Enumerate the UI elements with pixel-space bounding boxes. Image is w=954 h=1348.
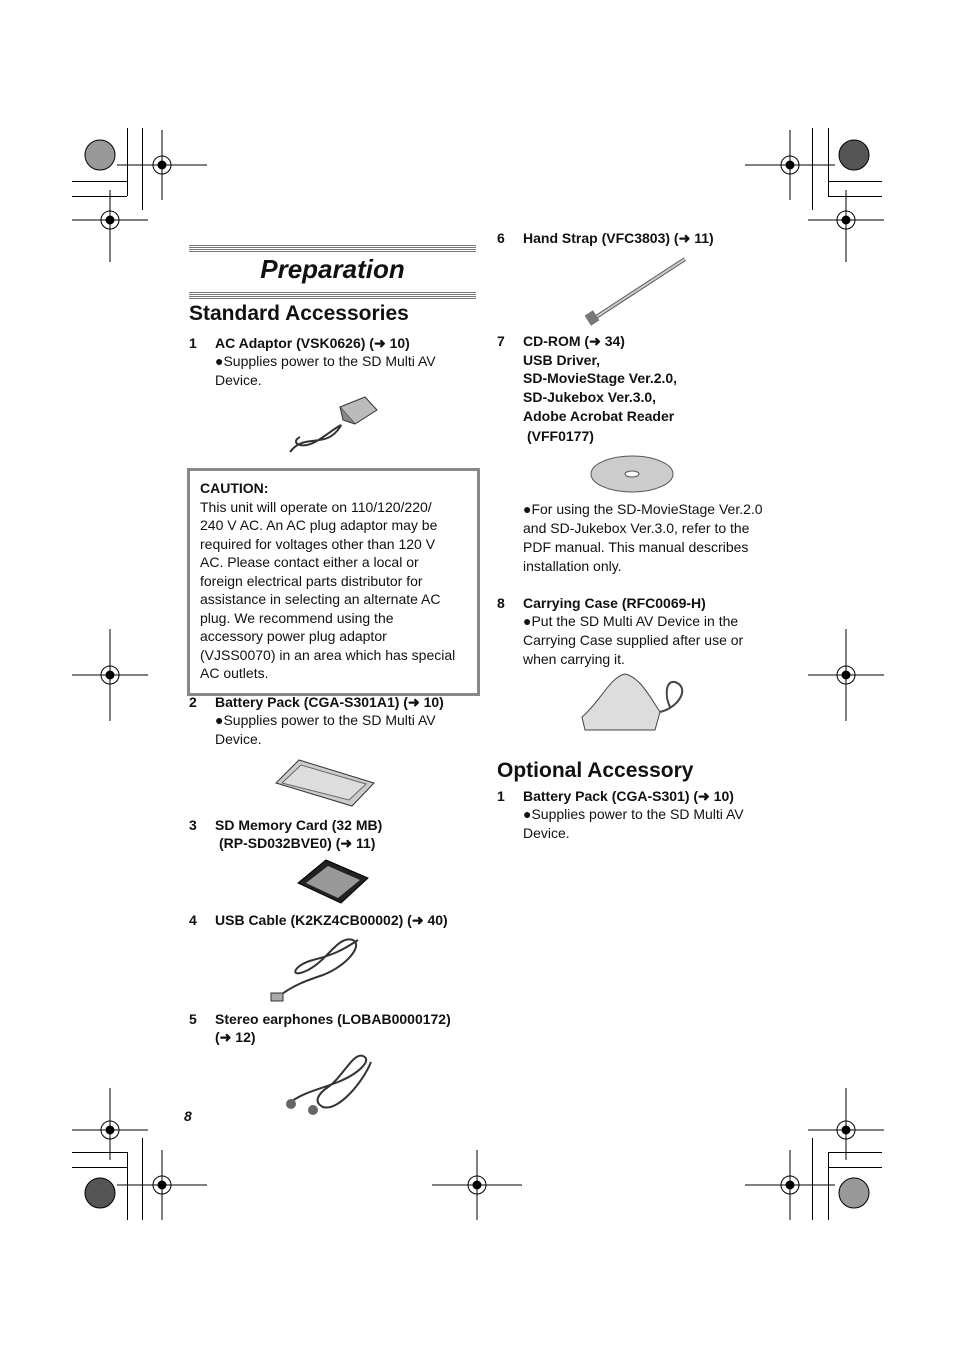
item-bullet: ●Put the SD Multi AV Device in the Carrying Case supplied after use or when carrying it. (523, 613, 744, 667)
item-bullet: ●Supplies power to the SD Multi AV Device. (215, 712, 436, 747)
title-rule-top (189, 245, 476, 252)
item-number: 8 (497, 595, 505, 611)
item-bullet: ●Supplies power to the SD Multi AV Device. (523, 806, 744, 841)
item-bullet: ●Supplies power to the SD Multi AV Device. (215, 353, 436, 388)
cd-rom-image (589, 454, 675, 494)
item-number: 5 (189, 1011, 197, 1027)
item-title-cont: (VFF0177) (527, 428, 594, 444)
item-title: AC Adaptor (VSK0626) (➜ 10) (215, 335, 410, 351)
item-title: SD Memory Card (32 MB) (215, 817, 383, 833)
item-number: 2 (189, 694, 197, 710)
item-title: Battery Pack (CGA-S301) (➜ 10) (523, 788, 734, 804)
page-title: Preparation (260, 254, 405, 284)
item-bullet: ●For using the SD-MovieStage Ver.2.0 and SD-Jukebox Ver.3.0, refer to the PDF manual. This manual describes installation only. (523, 501, 763, 574)
standard-accessories-heading: Standard Accessories (189, 302, 409, 325)
item-title: USB Cable (K2KZ4CB00002) (➜ 40) (215, 912, 448, 928)
sd-card-image (296, 858, 371, 906)
item-number: 1 (189, 335, 197, 351)
page-number: 8 (184, 1108, 192, 1124)
item-number: 1 (497, 788, 505, 804)
carrying-case-image (580, 672, 692, 734)
item-title: Carrying Case (RFC0069-H) (523, 595, 706, 611)
item-title-cont: (RP-SD032BVE0) (➜ 11) (219, 835, 376, 851)
item-title: Stereo earphones (LOBAB0000172) (215, 1011, 451, 1027)
item-number: 3 (189, 817, 197, 833)
item-title: Hand Strap (VFC3803) (➜ 11) (523, 230, 714, 246)
item-line: Adobe Acrobat Reader (523, 408, 675, 424)
item-title: Battery Pack (CGA-S301A1) (➜ 10) (215, 694, 444, 710)
optional-accessory-heading: Optional Accessory (497, 759, 694, 782)
title-rule-bottom (189, 292, 476, 299)
caution-text: This unit will operate on 110/120/220/ 240 V AC. An AC plug adaptor may be required for voltages other than 120 V AC. Please contact either a local or foreign electrical parts distributor for assistance in selecting an alternate AC plug. We recommend using the accessory power plug adaptor (VJSS0070) in an area which has special AC outlets. (200, 498, 456, 681)
item-title-cont: (➜ 12) (215, 1029, 256, 1045)
item-line: SD-MovieStage Ver.2.0, (523, 370, 678, 386)
item-title: CD-ROM (➜ 34) (523, 333, 625, 349)
item-line: USB Driver, (523, 352, 601, 368)
item-number: 6 (497, 230, 505, 246)
hand-strap-image (585, 256, 690, 328)
item-line: SD-Jukebox Ver.3.0, (523, 389, 657, 405)
ac-adaptor-image (285, 392, 380, 462)
item-number: 4 (189, 912, 197, 928)
battery-pack-image (274, 758, 376, 808)
caution-title: CAUTION: (200, 480, 269, 496)
earphones-image (283, 1052, 375, 1117)
caution-box (187, 468, 480, 696)
usb-cable-image (268, 935, 368, 1005)
item-number: 7 (497, 333, 505, 349)
